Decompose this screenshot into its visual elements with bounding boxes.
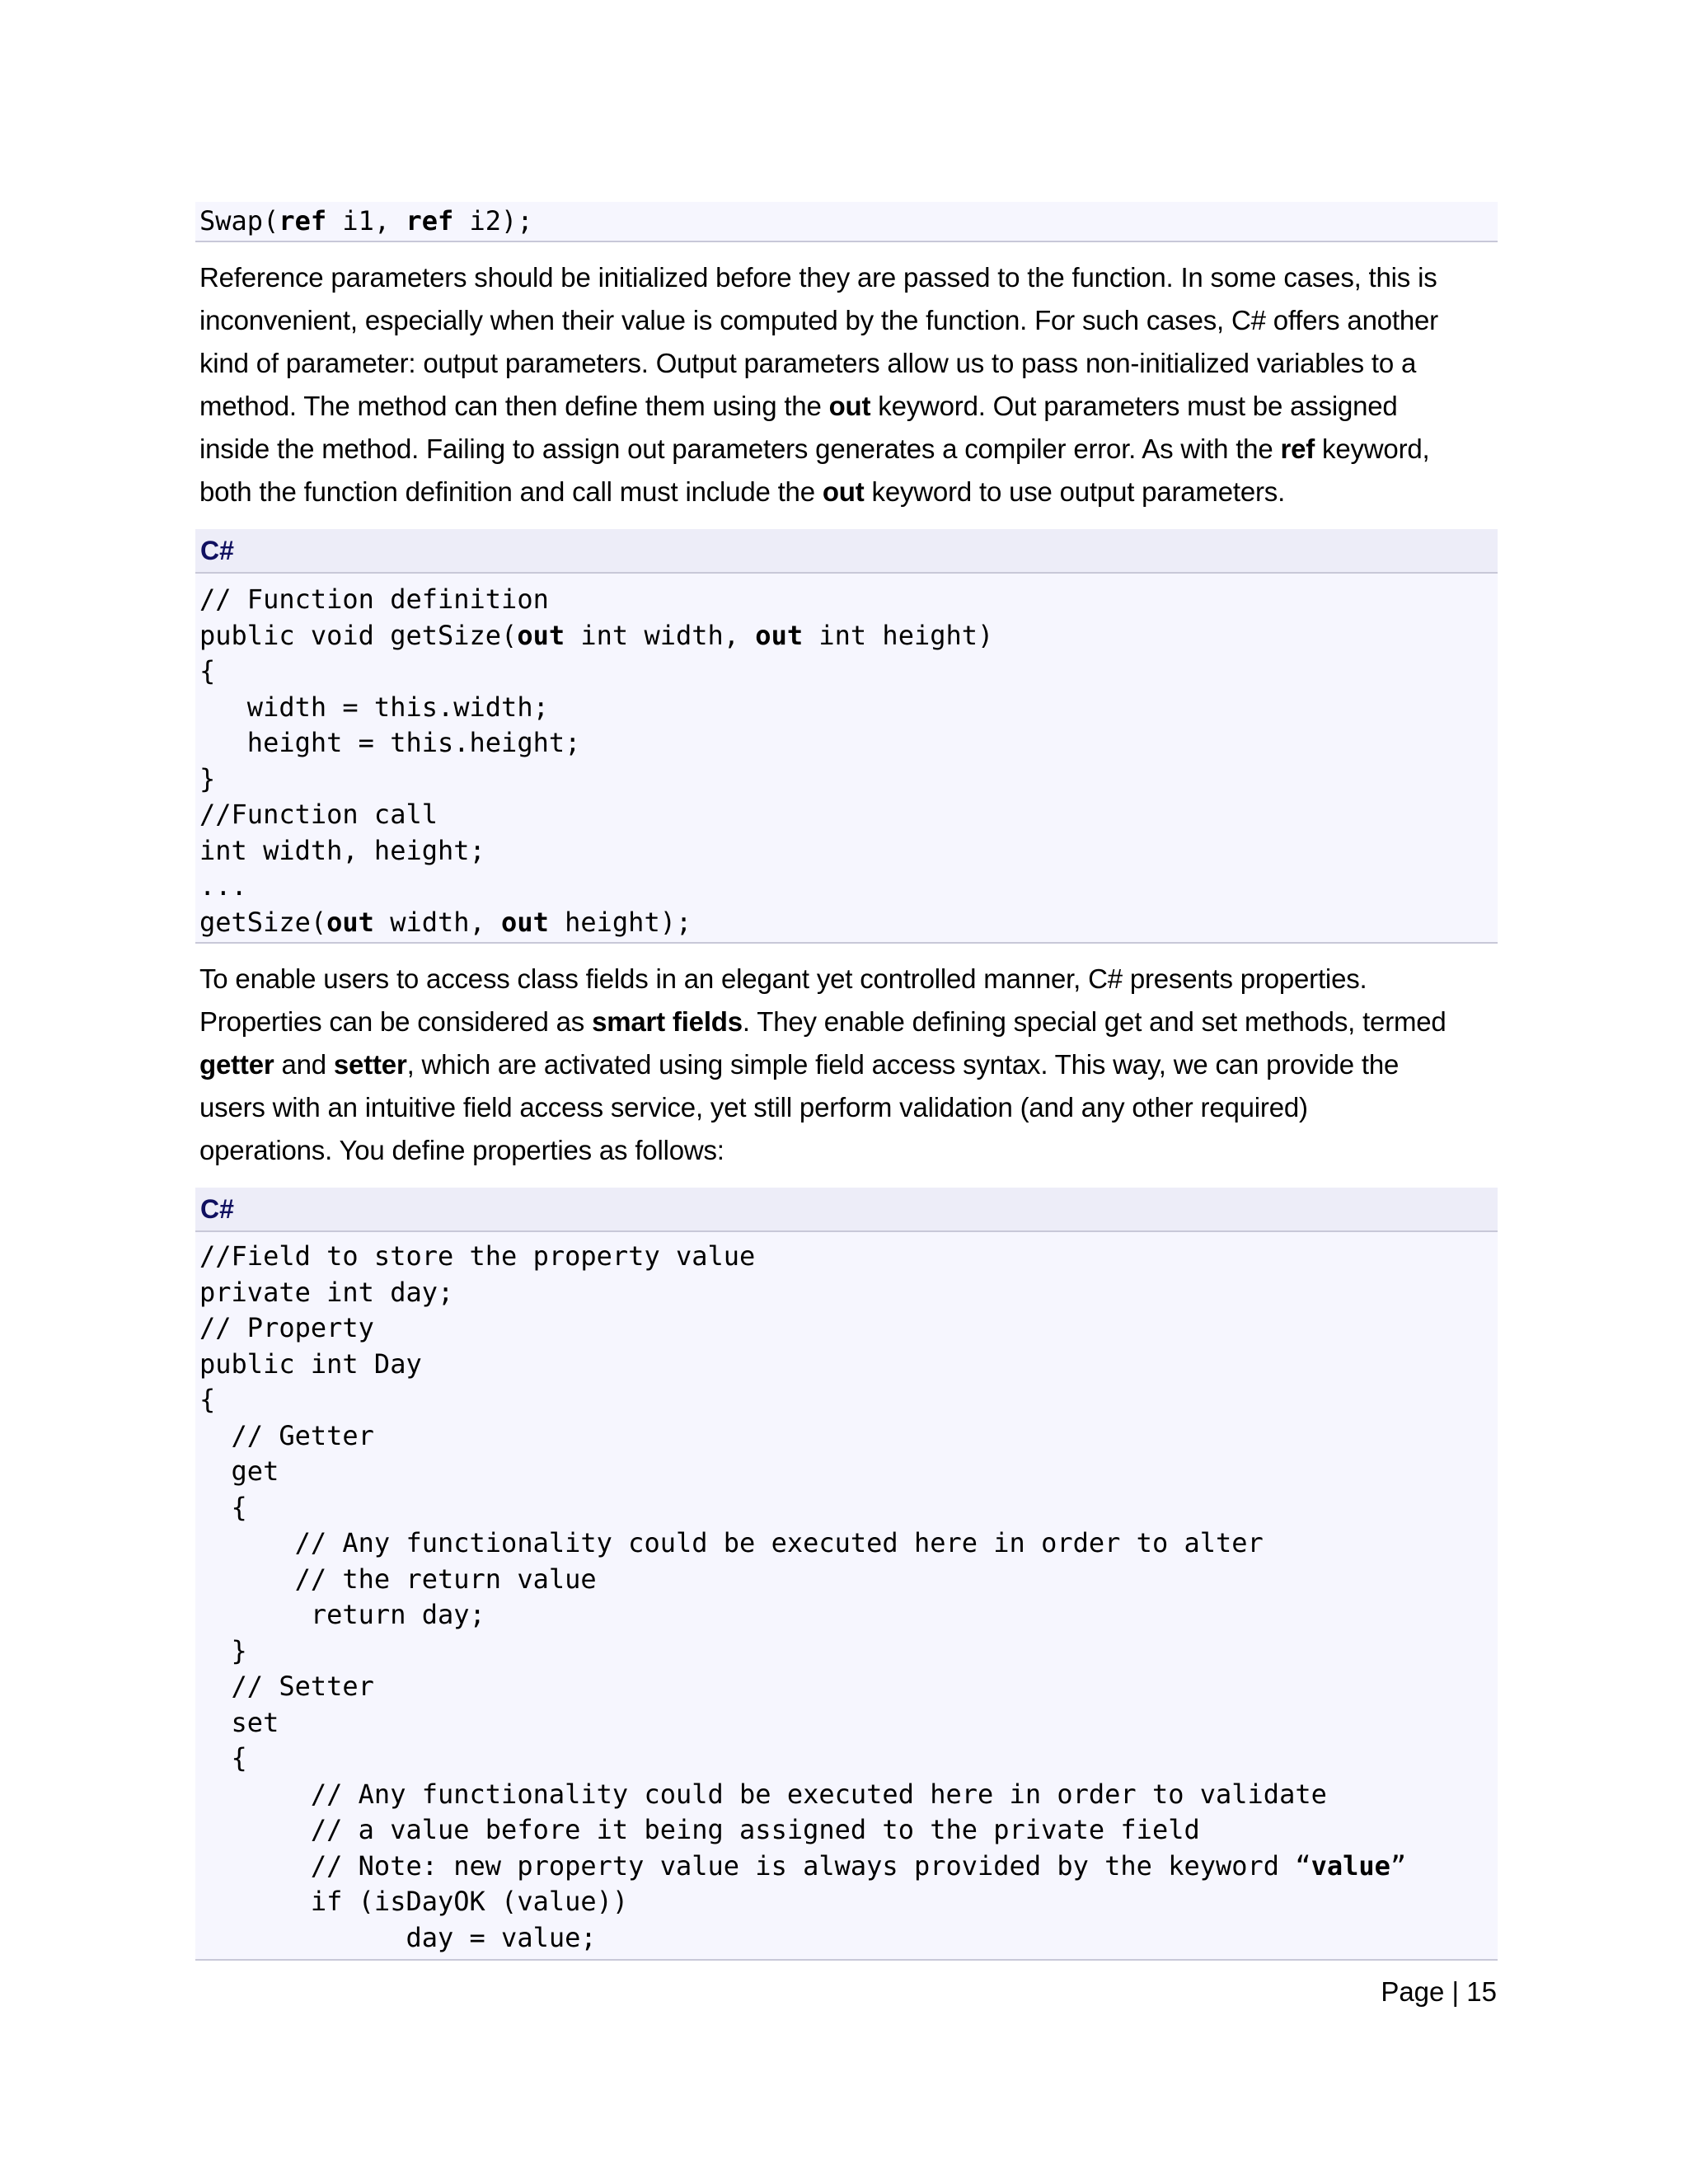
- code-line: get: [199, 1455, 279, 1487]
- code-line: // Property: [199, 1312, 374, 1343]
- page-number-footer: Page | 15: [1381, 1976, 1497, 2007]
- code-line: Swap(ref i1, ref i2);: [199, 205, 533, 237]
- code-line: // the return value: [199, 1563, 597, 1595]
- code-line: // Any functionality could be executed here in order to alter: [199, 1527, 1264, 1558]
- code-line: if (isDayOK (value)): [199, 1886, 629, 1917]
- text-line: getter and setter, which are activated using simple field access syntax. This way, we can provide the: [199, 1049, 1400, 1080]
- paragraph-properties: [195, 958, 1498, 1172]
- paragraph-output-parameters: [195, 256, 1498, 513]
- code-line: width = this.width;: [199, 691, 549, 723]
- text-line: Reference parameters should be initialized before they are passed to the function. In some cases, this is: [199, 262, 1437, 293]
- code-bottom-rule: [195, 942, 1498, 944]
- code-line: {: [199, 1742, 247, 1774]
- code-line: height = this.height;: [199, 727, 581, 758]
- text-line: To enable users to access class fields in an elegant yet controlled manner, C# presents properties.: [199, 963, 1367, 994]
- code-line: public void getSize(out int width, out int height): [199, 619, 994, 651]
- code-language-header: C#: [195, 1188, 1498, 1232]
- code-bottom-rule: [195, 1959, 1498, 1961]
- code-line: private int day;: [199, 1276, 454, 1308]
- code-line: ...: [199, 870, 247, 902]
- code-line: // Getter: [199, 1419, 374, 1451]
- text-line: operations. You define properties as follows:: [199, 1135, 724, 1165]
- code-bottom-rule: [195, 241, 1498, 242]
- text-line: method. The method can then define them using the out keyword. Out parameters must be assigned: [199, 391, 1398, 421]
- code-line: //Field to store the property value: [199, 1240, 756, 1272]
- code-line: // Note: new property value is always provided by the keyword “value”: [199, 1849, 1407, 1882]
- code-line: // a value before it being assigned to the private field: [199, 1814, 1200, 1845]
- code-line: // Setter: [199, 1671, 374, 1702]
- text-line: inconvenient, especially when their value is computed by the function. For such cases, C# offers another: [199, 305, 1438, 335]
- code-line: //Function call: [199, 799, 438, 830]
- code-line: // Function definition: [199, 583, 549, 615]
- text-line: Properties can be considered as smart fields. They enable defining special get and set methods, termed: [199, 1006, 1447, 1037]
- code-line: return day;: [199, 1599, 485, 1630]
- swap-code-snippet: [195, 202, 1498, 241]
- code-line: {: [199, 655, 216, 687]
- text-line: both the function definition and call must include the out keyword to use output parameters.: [199, 476, 1286, 507]
- text-line: users with an intuitive field access service, yet still perform validation (and any other required): [199, 1092, 1308, 1122]
- code-line: {: [199, 1491, 247, 1523]
- text-line: kind of parameter: output parameters. Output parameters allow us to pass non-initialized variables to a: [199, 348, 1417, 378]
- code-language-header: C#: [195, 529, 1498, 574]
- code-line: }: [199, 1634, 247, 1666]
- code-line: set: [199, 1706, 279, 1738]
- code-line: public int Day: [199, 1347, 422, 1380]
- code-line: int width, height;: [199, 834, 485, 866]
- code-line: }: [199, 762, 216, 794]
- code-line: getSize(out width, out height);: [199, 906, 692, 938]
- code-block-out-parameters: [195, 574, 1498, 943]
- code-block-properties: [195, 1232, 1498, 1959]
- code-line: day = value;: [199, 1921, 597, 1953]
- code-line: {: [199, 1384, 216, 1415]
- code-line: // Any functionality could be executed here in order to validate: [199, 1778, 1327, 1810]
- text-line: inside the method. Failing to assign out parameters generates a compiler error. As with the ref keyword,: [199, 434, 1430, 464]
